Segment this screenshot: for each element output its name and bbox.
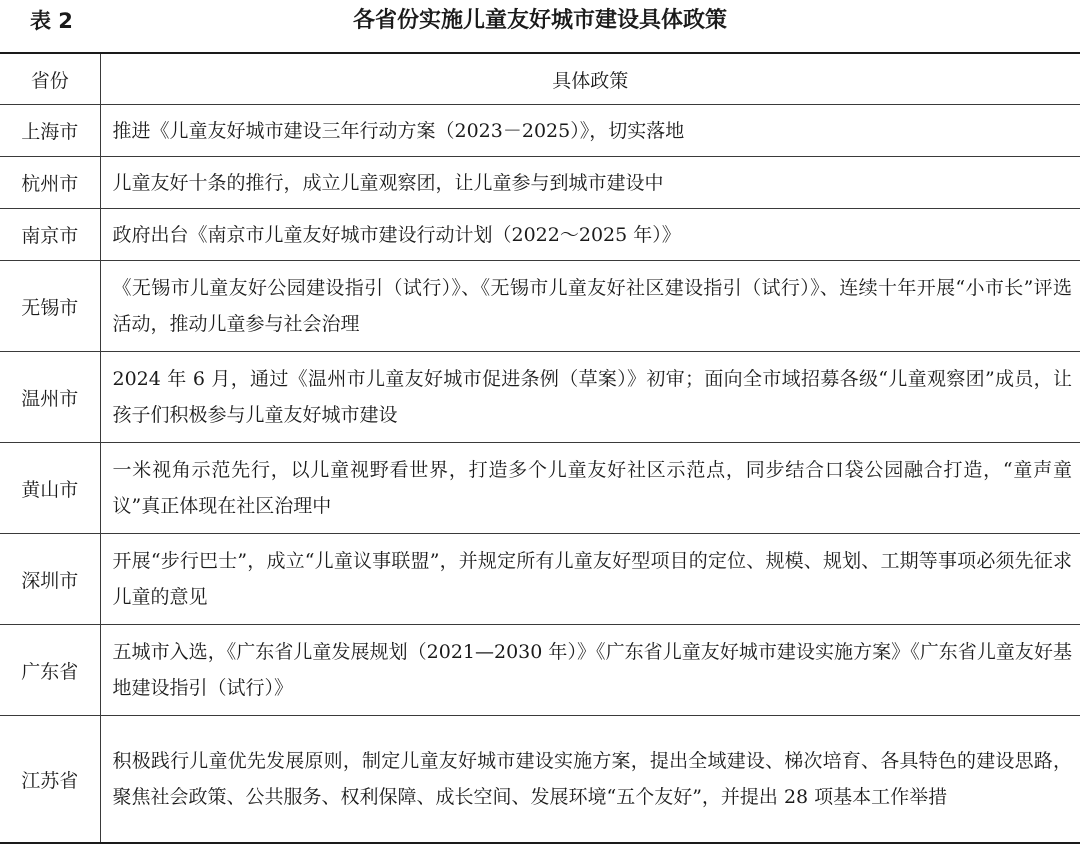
region-cell: 黄山市 xyxy=(0,443,100,534)
table-title: 各省份实施儿童友好城市建设具体政策 xyxy=(352,8,727,33)
column-header-policy: 具体政策 xyxy=(552,69,629,92)
region-cell: 江苏省 xyxy=(0,716,100,844)
region-cell: 上海市 xyxy=(0,105,100,157)
table-row xyxy=(0,443,1080,534)
policy-cell: 一米视角示范先行，以儿童视野看世界，打造多个儿童友好社区示范点，同步结合口袋公园融合打造，“童声童议”真正体现在社区治理中 xyxy=(100,443,1080,534)
table-row xyxy=(0,716,1080,844)
policy-cell: 积极践行儿童优先发展原则，制定儿童友好城市建设实施方案，提出全域建设、梯次培育、各具特色的建设思路，聚焦社会政策、公共服务、权利保障、成长空间、发展环境“五个友好”，并提出 28 项基本工作举措 xyxy=(100,716,1080,844)
table-label: 表 2 xyxy=(30,9,73,33)
region-cell: 温州市 xyxy=(0,352,100,443)
policy-cell: 开展“步行巴士”，成立“儿童议事联盟”，并规定所有儿童友好型项目的定位、规模、规划、工期等事项必须先征求儿童的意见 xyxy=(100,534,1080,625)
table-row xyxy=(0,261,1080,352)
header-row xyxy=(0,53,1080,105)
table-row xyxy=(0,352,1080,443)
policy-cell: 2024 年 6 月，通过《温州市儿童友好城市促进条例（草案）》初审；面向全市域招募各级“儿童观察团”成员，让孩子们积极参与儿童友好城市建设 xyxy=(100,352,1080,443)
table-row xyxy=(0,534,1080,625)
policy-table xyxy=(0,52,1080,844)
table-caption xyxy=(0,0,1080,44)
region-cell: 杭州市 xyxy=(0,157,100,209)
policy-cell: 推进《儿童友好城市建设三年行动方案（2023－2025）》，切实落地 xyxy=(100,105,1080,157)
table-row xyxy=(0,625,1080,716)
region-cell: 无锡市 xyxy=(0,261,100,352)
table-row xyxy=(0,105,1080,157)
table-row xyxy=(0,157,1080,209)
policy-cell: 《无锡市儿童友好公园建设指引（试行）》、《无锡市儿童友好社区建设指引（试行）》、连续十年开展“小市长”评选活动，推动儿童参与社会治理 xyxy=(100,261,1080,352)
region-cell: 南京市 xyxy=(0,209,100,261)
policy-cell: 儿童友好十条的推行，成立儿童观察团，让儿童参与到城市建设中 xyxy=(100,157,1080,209)
region-cell: 广东省 xyxy=(0,625,100,716)
region-cell: 深圳市 xyxy=(0,534,100,625)
table-row xyxy=(0,209,1080,261)
policy-cell: 政府出台《南京市儿童友好城市建设行动计划（2022～2025 年）》 xyxy=(100,209,1080,261)
policy-cell: 五城市入选，《广东省儿童发展规划（2021—2030 年）》《广东省儿童友好城市建设实施方案》《广东省儿童友好基地建设指引（试行）》 xyxy=(100,625,1080,716)
column-header-region: 省份 xyxy=(0,53,100,105)
